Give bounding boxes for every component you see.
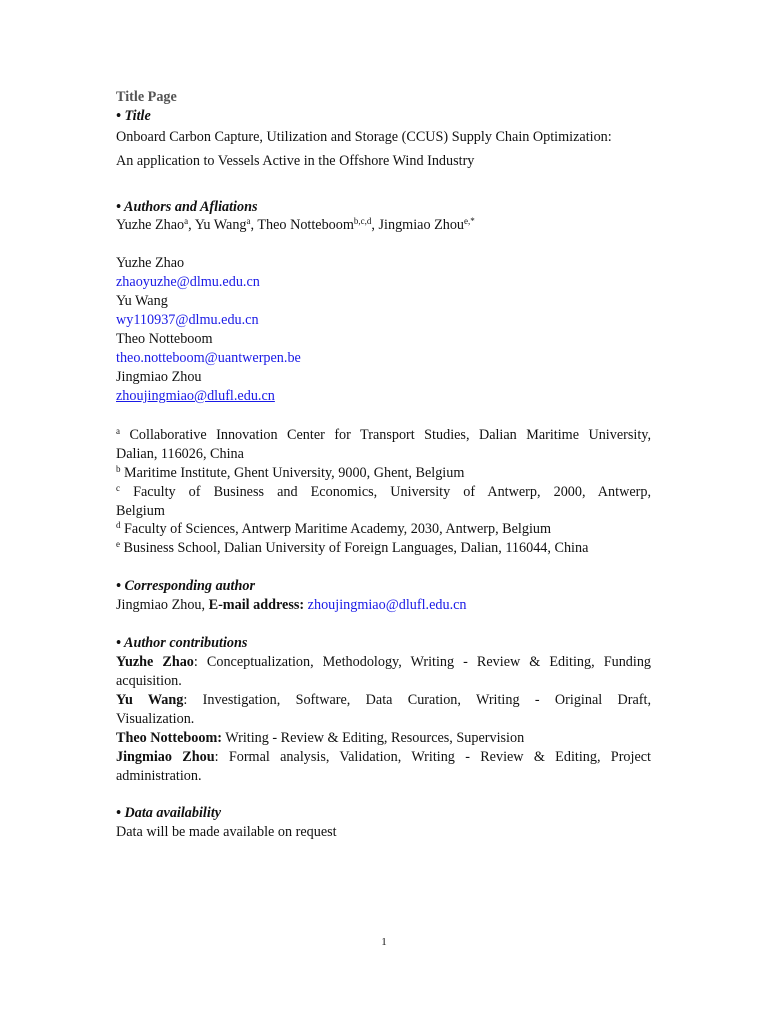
affiliation-e: [116, 539, 651, 558]
byline-sep: ,: [371, 217, 379, 233]
contribution-cont: administration.: [116, 768, 202, 784]
email-label: E-mail address:: [208, 597, 305, 613]
affiliation-sup: e: [116, 539, 120, 549]
affiliation-sup: c: [116, 483, 120, 493]
contribution-text: : Investigation, Software, Data Curation, Writing - Original Draft,: [183, 692, 651, 708]
affiliation-text: Faculty of Sciences, Antwerp Maritime Academy, 2030, Antwerp, Belgium: [120, 521, 552, 537]
byline-sup: e,*: [464, 216, 475, 226]
byline-name: Yuzhe Zhao: [116, 217, 185, 233]
byline-sup: a: [246, 216, 251, 226]
title-heading: • Title: [116, 108, 151, 124]
byline-sep: ,: [188, 217, 195, 233]
contribution-jingmiao-zhou: [116, 748, 651, 767]
contact-email-link[interactable]: theo.notteboom@uantwerpen.be: [116, 350, 301, 366]
affiliation-sup: b: [116, 464, 121, 474]
contact-email-link[interactable]: [116, 387, 651, 406]
contact-email-link[interactable]: zhaoyuzhe@dlmu.edu.cn: [116, 274, 260, 290]
contributor-name: Yu Wang: [116, 692, 184, 708]
contribution-text: : Formal analysis, Validation, Writing - Review & Editing, Project: [214, 749, 651, 765]
author-byline: [116, 216, 651, 235]
affiliation-c: [116, 483, 651, 502]
byline-sep: ,: [250, 217, 258, 233]
byline-name: Theo Notteboom: [257, 217, 354, 233]
contact-name: Yuzhe Zhao: [116, 255, 185, 271]
contact-name: Yu Wang: [116, 293, 168, 309]
contribution-text: Writing - Review & Editing, Resources, Supervision: [222, 730, 525, 746]
contributions-heading: • Author contributions: [116, 635, 248, 651]
paper-title-line-2: An application to Vessels Active in the Offshore Wind Industry: [116, 153, 475, 169]
affiliation-sup: d: [116, 520, 121, 530]
byline-sup: b,c,d: [353, 216, 372, 226]
byline-name: Jingmiao Zhou: [378, 217, 465, 233]
byline-sup: a: [184, 216, 189, 226]
corresponding-email-link[interactable]: zhoujingmiao@dlufl.edu.cn: [304, 597, 467, 613]
affiliation-d: [116, 520, 651, 539]
contribution-text: : Conceptualization, Methodology, Writing - Review & Editing, Funding: [193, 654, 652, 670]
paper-title-line-1: Onboard Carbon Capture, Utilization and Storage (CCUS) Supply Chain Optimization:: [116, 129, 612, 145]
page-number: 1: [381, 936, 387, 948]
data-availability-heading: • Data availability: [116, 805, 222, 821]
contribution-yuzhe-zhao: [116, 653, 651, 672]
data-availability-text: Data will be made available on request: [116, 824, 337, 840]
contribution-cont: acquisition.: [116, 673, 182, 689]
affiliation-a: [116, 426, 651, 445]
contributor-name: Theo Notteboom:: [116, 730, 222, 746]
contributor-name: Yuzhe Zhao: [116, 654, 194, 670]
corresponding-author: [116, 596, 651, 615]
contact-name: Theo Notteboom: [116, 331, 213, 347]
contribution-yu-wang: [116, 691, 651, 710]
contact-email-link[interactable]: wy110937@dlmu.edu.cn: [116, 312, 259, 328]
corresponding-name: Jingmiao Zhou,: [116, 597, 209, 613]
byline-name: Yu Wang: [194, 217, 247, 233]
title-page-label: Title Page: [116, 89, 177, 105]
contribution-theo-notteboom: [116, 729, 651, 748]
affiliation-sup: a: [116, 426, 120, 436]
contact-name: Jingmiao Zhou: [116, 369, 202, 385]
authors-heading: • Authors and Afliations: [116, 199, 258, 215]
contact-email-text[interactable]: zhoujingmiao@dlufl.edu.cn: [116, 388, 275, 404]
corresponding-heading: • Corresponding author: [116, 578, 256, 594]
affiliation-b: [116, 464, 651, 483]
affiliation-text: Business School, Dalian University of Foreign Languages, Dalian, 116044, China: [120, 540, 589, 556]
affiliation-text: Collaborative Innovation Center for Transport Studies, Dalian Maritime University,: [120, 427, 651, 443]
affiliation-text: Maritime Institute, Ghent University, 9000, Ghent, Belgium: [120, 465, 465, 481]
contributor-name: Jingmiao Zhou: [116, 749, 215, 765]
affiliation-a-cont: Dalian, 116026, China: [116, 446, 244, 462]
contribution-cont: Visualization.: [116, 711, 195, 727]
affiliation-text: Faculty of Business and Economics, University of Antwerp, 2000, Antwerp,: [120, 484, 651, 500]
affiliation-c-cont: Belgium: [116, 503, 165, 519]
